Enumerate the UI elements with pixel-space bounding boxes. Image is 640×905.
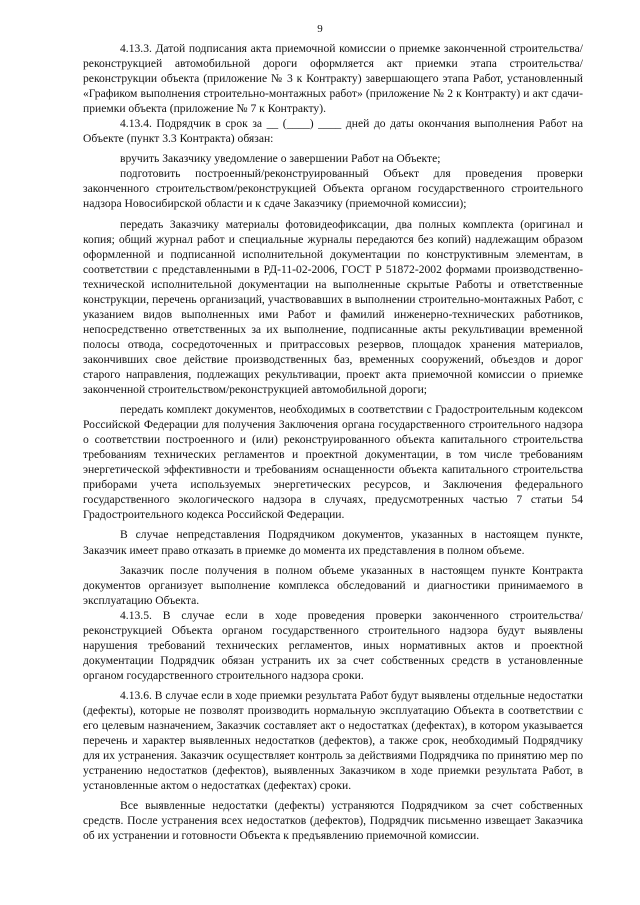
paragraph-diagnostics: Заказчик после получения в полном объеме указанных в настоящем пункте Контракта документов организует выполнение комплекса обследований и диагностики принимаемого в эксплуатацию Объекта. bbox=[83, 563, 583, 607]
paragraph-transfer-materials: передать Заказчику материалы фотовидеофиксации, два полных комплекта (оригинал и копия; общий журнал работ и специальные журналы передаются без копий) надлежащим образом оформленной и подписанной исполнительной документации по конструктивным элементам, в соответствии с представленными в РД-11-02-2006, ГОСТ Р 51872-2002 формами производственно-технической исполнительной документации на выполненные скрытые Работы и ответственные конструкции, перечень организаций, участвовавших в выполнении строительно-монтажных Работ, с указанием видов выполненных ими Работ и фамилий инженерно-технических работников, непосредственно ответственных за их выполнение, подписанные акты рекультивации временной полосы отвода, сосредоточенных и притрассовых резервов, площадок хранения материалов, закончивших свое действие производственных баз, временных сооружений, объездов и дорог старого направления, подлежащих рекультивации, проект акта приемочной комиссии о приемке законченной строительством/реконструкцией автомобильной дороги; bbox=[83, 217, 583, 397]
paragraph-4-13-6: 4.13.6. В случае если в ходе приемки результата Работ будут выявлены отдельные недостатки (дефекты), которые не позволят производить нормальную эксплуатацию Объекта в соответствии с его целевым назначением, Заказчик составляет акт о недостатках (дефектах), в котором указывается перечень и характер выявленных недостатков (дефектов), а также срок, необходимый Подрядчику для их устранения. Заказчик осуществляет контроль за действиями Подрядчика по принятию мер по устранению недостатков (дефектов), выявленных Заказчиком в ходе приемки результата Работ, в установленные актом о недостатках (дефектах) сроки. bbox=[83, 688, 583, 793]
paragraph-notify: вручить Заказчику уведомление о завершении Работ на Объекте; bbox=[120, 152, 441, 166]
paragraph-non-submission: В случае непредставления Подрядчиком документов, указанных в настоящем пункте, Заказчик имеет право отказать в приемке до момента их представления в полном объеме. bbox=[83, 528, 583, 557]
paragraph-prepare-object: подготовить построенный/реконструированный Объект для проведения проверки законченного строительством/реконструкцией Объекта органом государственного строительного надзора Новосибирской области и к сдаче Заказчику (приемочной комиссии); bbox=[83, 167, 583, 211]
paragraph-4-13-5: 4.13.5. В случае если в ходе проведения проверки законченного строительства/реконструкцией Объекта органом государственного строительного надзора будут выявлены нарушения требований технических регламентов, иных нормативных актов и проектной документации Подрядчик обязан устранить их за счет собственных средств в установленные органом государственного строительного надзора сроки. bbox=[83, 608, 583, 682]
paragraph-4-13-3: 4.13.3. Датой подписания акта приемочной комиссии о приемке законченной строительства/реконструкцией автомобильной дороги оформляется акт приемки этапа строительства/реконструкции объекта (приложение № 3 к Контракту) завершающего этапа Работ, установленный «Графиком выполнения строительно-монтажных работ» (приложение № 2 к Контракту) и акт сдачи-приемки объекта (приложение № 7 к Контракту). bbox=[83, 42, 583, 116]
page-number: 9 bbox=[317, 23, 323, 35]
paragraph-transfer-documents: передать комплект документов, необходимых в соответствии с Градостроительным кодексом Российской Федерации для получения Заключения органа государственного строительного надзора о соответствии построенного и (или) реконструированного объекта капитального строительства требованиям технических регламентов и проектной документации, в том числе требованиям энергетической эффективности и требованиям оснащенности объекта капитального строительства приборами учета используемых энергетических ресурсов, и Заключения федерального государственного экологического надзора в случаях, предусмотренных частью 7 статьи 54 Градостроительного кодекса Российской Федерации. bbox=[83, 403, 583, 522]
document-body bbox=[83, 41, 583, 843]
paragraph-4-13-4: 4.13.4. Подрядчик в срок за __ (____) ____ дней до даты окончания выполнения Работ на Объекте (пункт 3.3 Контракта) обязан: bbox=[83, 117, 583, 146]
paragraph-defects-remedy: Все выявленные недостатки (дефекты) устраняются Подрядчиком за счет собственных средств. После устранения всех недостатков (дефектов), Подрядчик письменно извещает Заказчика об их устранении и готовности Объекта к предъявлению приемочной комиссии. bbox=[83, 799, 583, 843]
